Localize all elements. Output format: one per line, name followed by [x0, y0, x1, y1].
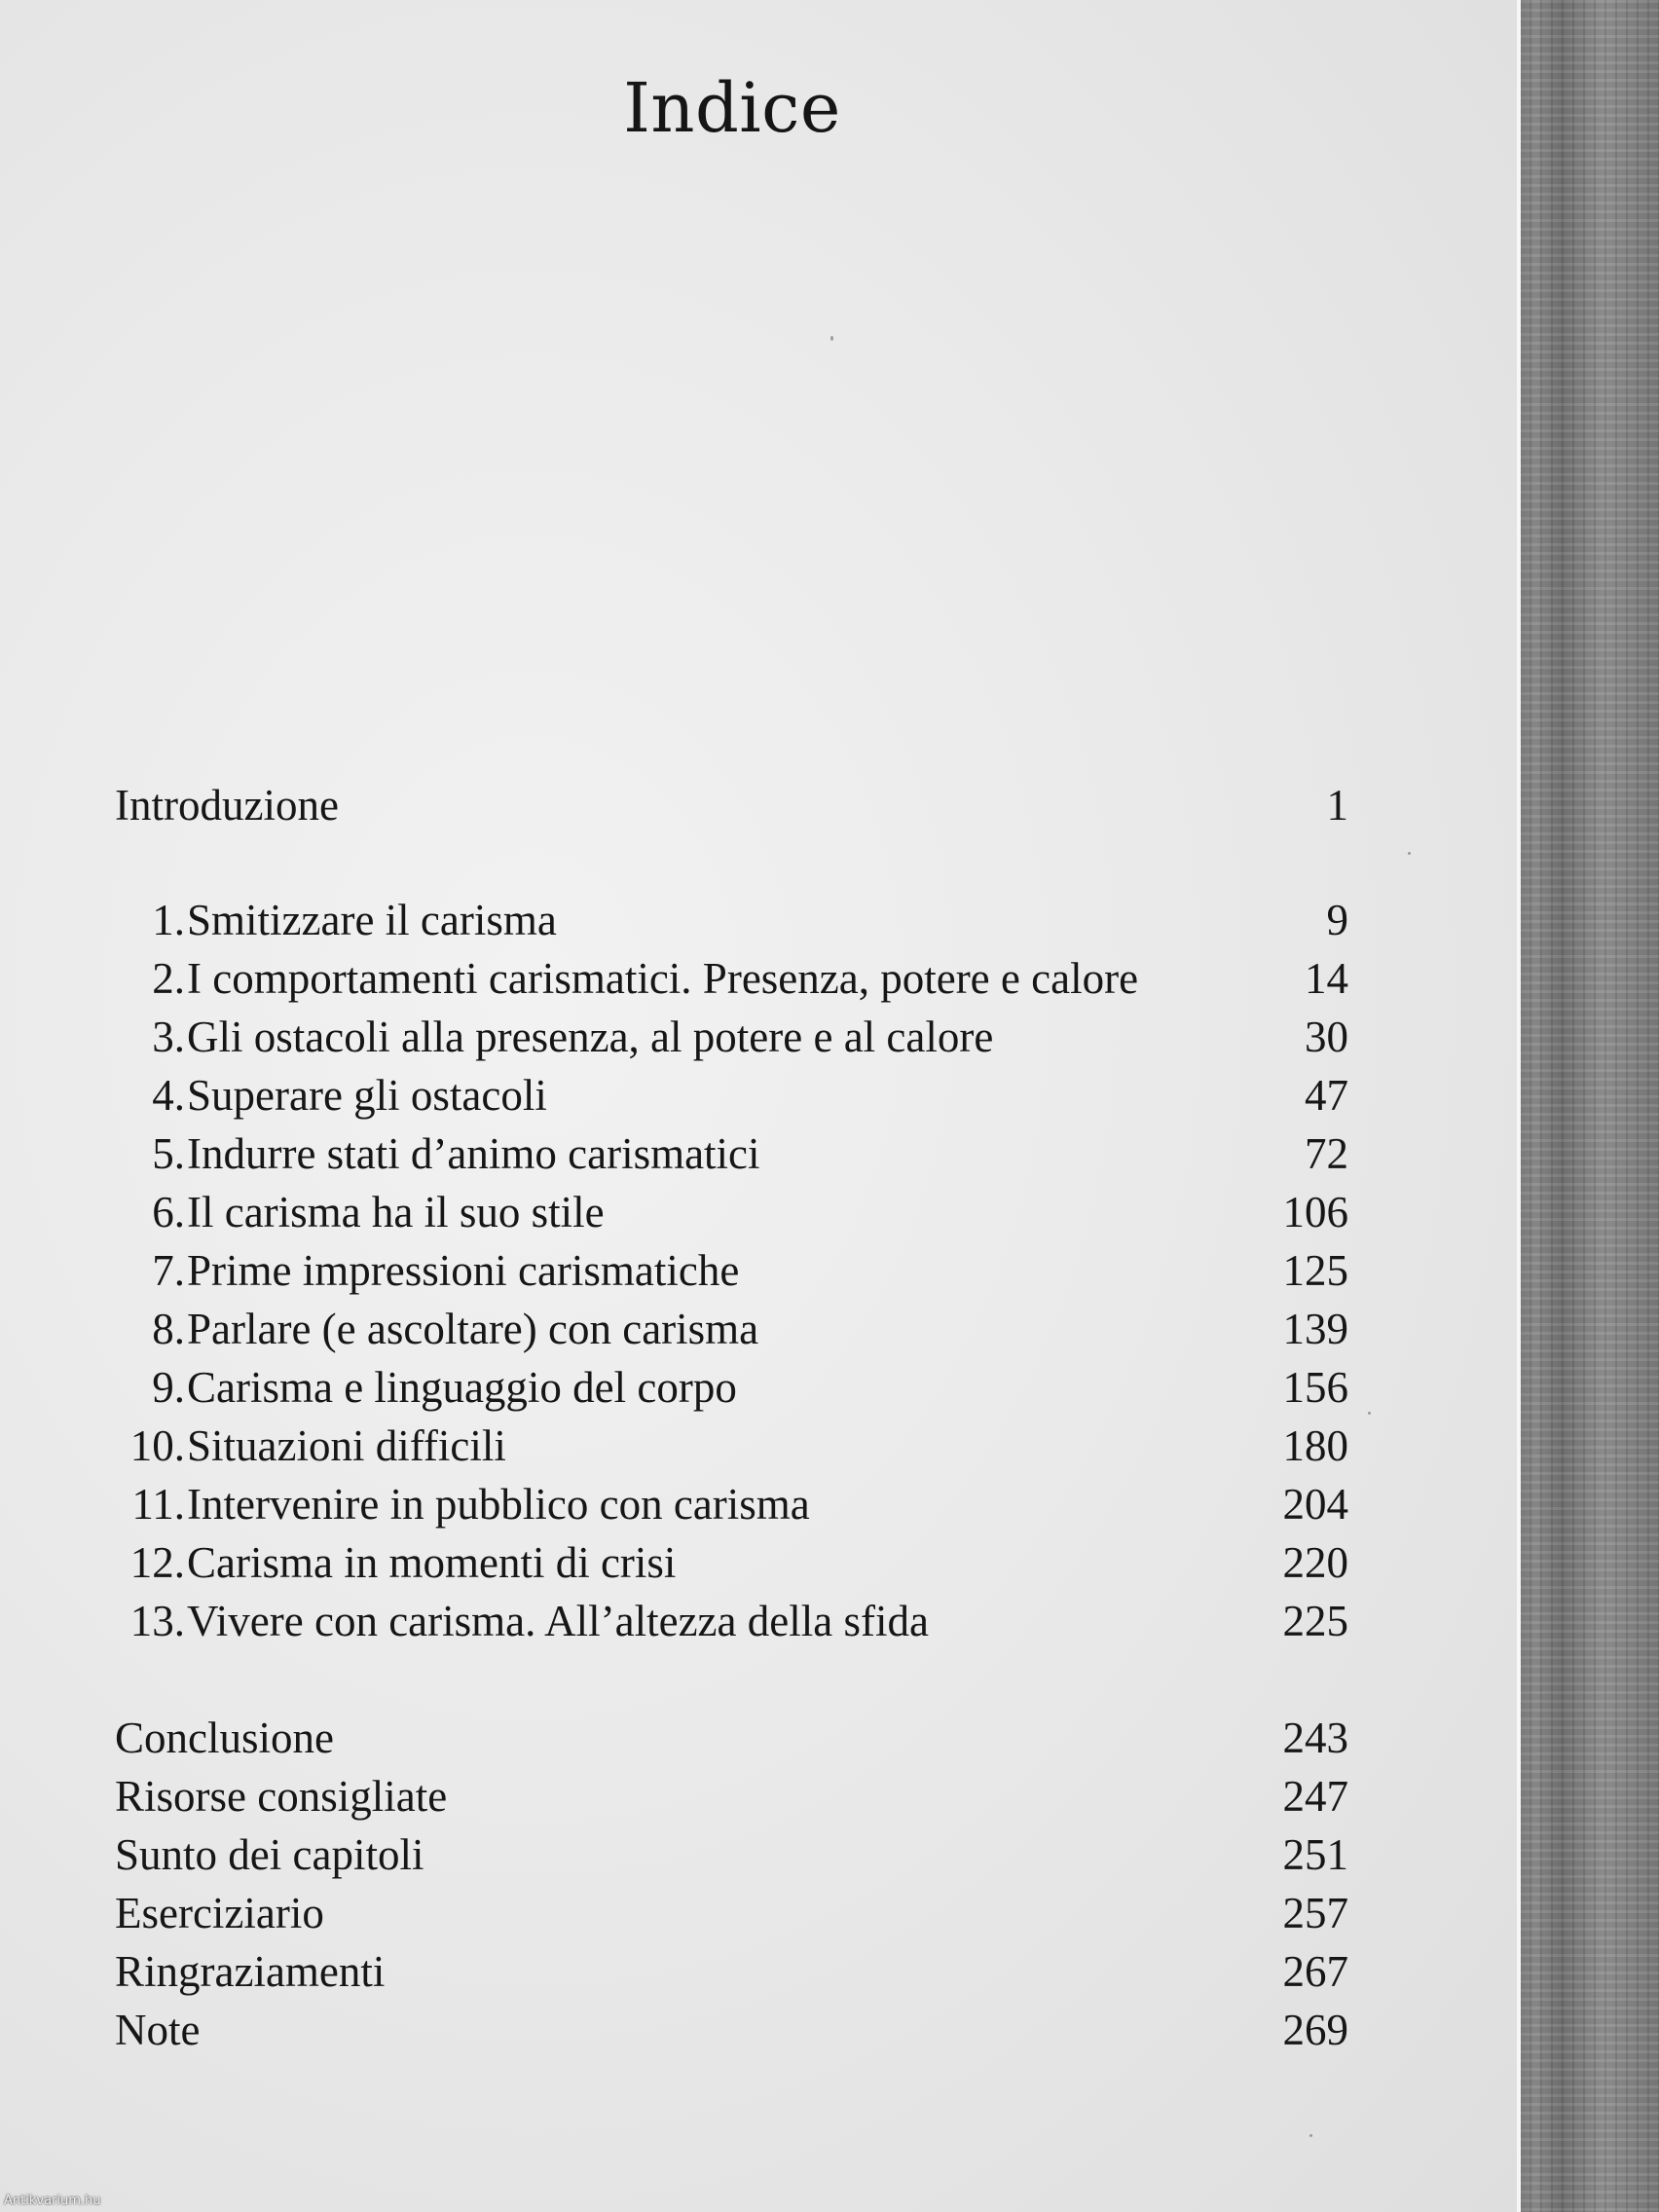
toc-chapter-entry [0, 1124, 1363, 1183]
toc-entry-page: 30 [1305, 1013, 1348, 1061]
toc-chapter-number: 1. [152, 896, 185, 944]
toc-chapter-number: 9. [152, 1363, 185, 1412]
toc-backmatter-entry [0, 1767, 1363, 1825]
toc-entry-page: 106 [1282, 1188, 1348, 1236]
watermark: Antikvarium.hu [4, 2194, 101, 2208]
toc-entry-page: 257 [1282, 1889, 1348, 1937]
toc-entry-label: Risorse consigliate [115, 1772, 448, 1821]
toc-chapter-number: 5. [152, 1129, 185, 1178]
toc-chapter-number: 7. [152, 1246, 185, 1295]
toc-entry-label: Intervenire in pubblico con carisma [187, 1480, 810, 1529]
toc-entry-page: 243 [1282, 1714, 1348, 1762]
toc-entry-label: Eserciziario [115, 1889, 324, 1937]
toc-chapter-entry [0, 949, 1363, 1008]
toc-entry-page: 180 [1282, 1421, 1348, 1470]
toc-entry-page: 72 [1305, 1129, 1348, 1178]
toc-chapter-entry [0, 1592, 1363, 1650]
toc-entry-page: 251 [1282, 1830, 1348, 1879]
toc-backmatter-entry [0, 1942, 1363, 2001]
toc-chapter-entry [0, 1241, 1363, 1300]
toc-entry-label: Ringraziamenti [115, 1947, 386, 1996]
toc-chapter-entry [0, 1533, 1363, 1592]
toc-backmatter-entry [0, 2001, 1363, 2059]
toc-entry-label: Sunto dei capitoli [115, 1830, 424, 1879]
toc-chapter-number: 4. [152, 1071, 185, 1120]
toc-entry-label: Note [115, 2006, 201, 2054]
toc-chapter-number: 10. [129, 1421, 185, 1470]
toc-entry-label: Conclusione [115, 1714, 334, 1762]
toc-chapter-number: 13. [129, 1597, 185, 1645]
toc-entry-label: Parlare (e ascoltare) con carisma [187, 1305, 759, 1353]
toc-entry-page: 225 [1282, 1597, 1348, 1645]
toc-entry-page: 139 [1282, 1305, 1348, 1353]
toc-entry-label: Situazioni difficili [187, 1421, 506, 1470]
toc-entry-label: Carisma e linguaggio del corpo [187, 1363, 737, 1412]
toc-entry-label: Vivere con carisma. All’altezza della sfida [187, 1597, 929, 1645]
toc-entry-page: 220 [1282, 1538, 1348, 1587]
wood-background [1519, 0, 1659, 2212]
toc-entry-page: 1 [1326, 781, 1348, 830]
toc-entry-label: Introduzione [115, 781, 339, 830]
toc-entry-page: 267 [1282, 1947, 1348, 1996]
toc-chapter-number: 2. [152, 954, 185, 1003]
toc-entry-page: 14 [1305, 954, 1348, 1003]
toc-chapter-entry [0, 1475, 1363, 1533]
toc-entry-page: 156 [1282, 1363, 1348, 1412]
paper-speck [1368, 1412, 1371, 1415]
toc-chapter-entry [0, 1066, 1363, 1124]
toc-entry-introduction [0, 776, 1363, 834]
toc-entry-label: Carisma in momenti di crisi [187, 1538, 677, 1587]
toc-entry-page: 47 [1305, 1071, 1348, 1120]
toc-entry-label: Gli ostacoli alla presenza, al potere e al calore [187, 1013, 994, 1061]
toc-chapter-entry [0, 1417, 1363, 1475]
toc-entry-label: Superare gli ostacoli [187, 1071, 547, 1120]
toc-entry-label: I comportamenti carismatici. Presenza, potere e calore [187, 954, 1139, 1003]
toc-entry-label: Prime impressioni carismatiche [187, 1246, 740, 1295]
toc-entry-page: 204 [1282, 1480, 1348, 1529]
toc-entry-page: 9 [1326, 896, 1348, 944]
toc-backmatter-entry [0, 1884, 1363, 1942]
toc-entry-page: 269 [1282, 2006, 1348, 2054]
toc-chapter-entry [0, 1183, 1363, 1241]
toc-entry-label: Il carisma ha il suo stile [187, 1188, 605, 1236]
toc-chapter-number: 6. [152, 1188, 185, 1236]
toc-chapter-entry [0, 1008, 1363, 1066]
page-title: Indice [623, 68, 841, 148]
toc-chapter-entry [0, 1358, 1363, 1417]
toc-chapter-number: 11. [131, 1480, 185, 1529]
toc-chapter-entry [0, 1300, 1363, 1358]
toc-backmatter-entry [0, 1709, 1363, 1767]
paper-speck [1309, 2134, 1312, 2137]
toc-chapter-number: 3. [152, 1013, 185, 1061]
toc-entry-page: 247 [1282, 1772, 1348, 1821]
paper-speck [1408, 852, 1411, 855]
toc-entry-page: 125 [1282, 1246, 1348, 1295]
toc-chapter-number: 8. [152, 1305, 185, 1353]
toc-chapter-entry [0, 891, 1363, 949]
toc-entry-label: Indurre stati d’animo carismatici [187, 1129, 760, 1178]
paper-speck [830, 336, 833, 341]
toc-backmatter-entry [0, 1825, 1363, 1884]
toc-entry-label: Smitizzare il carisma [187, 896, 557, 944]
toc-chapter-number: 12. [129, 1538, 185, 1587]
